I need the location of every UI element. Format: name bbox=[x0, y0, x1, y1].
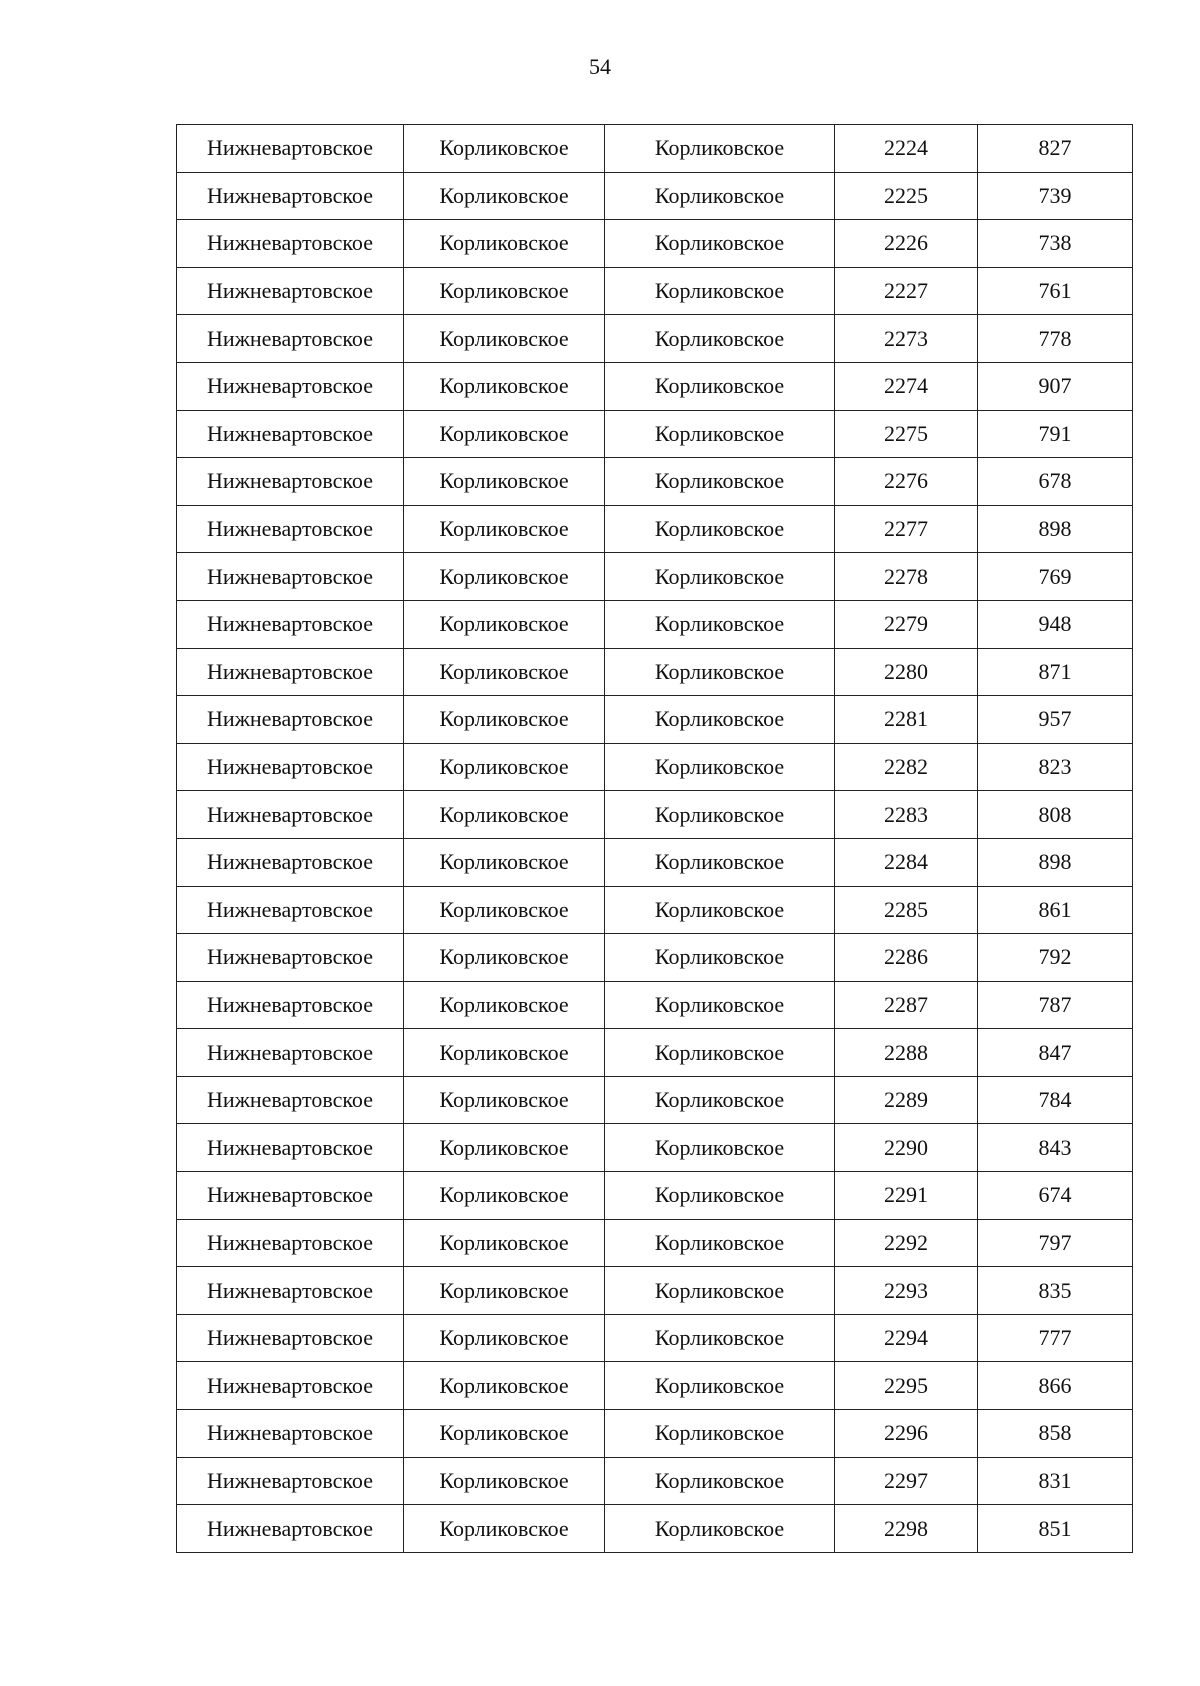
cell-value: 858 bbox=[978, 1410, 1133, 1458]
cell-well-number: 2276 bbox=[835, 458, 978, 506]
cell-value: 948 bbox=[978, 600, 1133, 648]
cell-value: 778 bbox=[978, 315, 1133, 363]
cell-license-area: Корликовское bbox=[605, 886, 835, 934]
table-row bbox=[177, 410, 1133, 458]
cell-field: Корликовское bbox=[404, 1219, 605, 1267]
cell-license-area: Корликовское bbox=[605, 791, 835, 839]
cell-well-number: 2278 bbox=[835, 553, 978, 601]
cell-district: Нижневартовское bbox=[177, 125, 404, 173]
cell-district: Нижневартовское bbox=[177, 1029, 404, 1077]
cell-value: 831 bbox=[978, 1457, 1133, 1505]
cell-field: Корликовское bbox=[404, 315, 605, 363]
cell-value: 907 bbox=[978, 362, 1133, 410]
cell-field: Корликовское bbox=[404, 1124, 605, 1172]
table-row bbox=[177, 743, 1133, 791]
cell-value: 866 bbox=[978, 1362, 1133, 1410]
cell-district: Нижневартовское bbox=[177, 1076, 404, 1124]
table-row bbox=[177, 934, 1133, 982]
cell-well-number: 2296 bbox=[835, 1410, 978, 1458]
table-row bbox=[177, 172, 1133, 220]
cell-well-number: 2285 bbox=[835, 886, 978, 934]
cell-well-number: 2287 bbox=[835, 981, 978, 1029]
cell-field: Корликовское bbox=[404, 1267, 605, 1315]
cell-field: Корликовское bbox=[404, 696, 605, 744]
cell-district: Нижневартовское bbox=[177, 743, 404, 791]
cell-license-area: Корликовское bbox=[605, 1267, 835, 1315]
cell-field: Корликовское bbox=[404, 1029, 605, 1077]
cell-district: Нижневартовское bbox=[177, 1505, 404, 1553]
cell-value: 861 bbox=[978, 886, 1133, 934]
cell-field: Корликовское bbox=[404, 458, 605, 506]
cell-well-number: 2281 bbox=[835, 696, 978, 744]
cell-license-area: Корликовское bbox=[605, 125, 835, 173]
cell-well-number: 2286 bbox=[835, 934, 978, 982]
cell-value: 957 bbox=[978, 696, 1133, 744]
cell-well-number: 2290 bbox=[835, 1124, 978, 1172]
cell-value: 808 bbox=[978, 791, 1133, 839]
cell-field: Корликовское bbox=[404, 267, 605, 315]
table-row bbox=[177, 267, 1133, 315]
cell-value: 787 bbox=[978, 981, 1133, 1029]
cell-value: 784 bbox=[978, 1076, 1133, 1124]
cell-license-area: Корликовское bbox=[605, 553, 835, 601]
cell-well-number: 2273 bbox=[835, 315, 978, 363]
cell-field: Корликовское bbox=[404, 362, 605, 410]
cell-license-area: Корликовское bbox=[605, 1362, 835, 1410]
table-row bbox=[177, 362, 1133, 410]
cell-well-number: 2275 bbox=[835, 410, 978, 458]
cell-value: 898 bbox=[978, 838, 1133, 886]
cell-license-area: Корликовское bbox=[605, 267, 835, 315]
cell-field: Корликовское bbox=[404, 410, 605, 458]
cell-license-area: Корликовское bbox=[605, 648, 835, 696]
cell-well-number: 2293 bbox=[835, 1267, 978, 1315]
cell-district: Нижневартовское bbox=[177, 791, 404, 839]
table-row bbox=[177, 886, 1133, 934]
cell-district: Нижневартовское bbox=[177, 838, 404, 886]
cell-license-area: Корликовское bbox=[605, 1314, 835, 1362]
cell-field: Корликовское bbox=[404, 838, 605, 886]
table-body bbox=[177, 125, 1133, 1553]
page-number: 54 bbox=[589, 54, 611, 79]
table-row bbox=[177, 981, 1133, 1029]
cell-district: Нижневартовское bbox=[177, 1219, 404, 1267]
cell-license-area: Корликовское bbox=[605, 362, 835, 410]
data-table bbox=[176, 124, 1133, 1553]
cell-license-area: Корликовское bbox=[605, 743, 835, 791]
cell-district: Нижневартовское bbox=[177, 267, 404, 315]
table-row bbox=[177, 1362, 1133, 1410]
cell-field: Корликовское bbox=[404, 505, 605, 553]
cell-district: Нижневартовское bbox=[177, 220, 404, 268]
cell-license-area: Корликовское bbox=[605, 505, 835, 553]
cell-district: Нижневартовское bbox=[177, 886, 404, 934]
cell-field: Корликовское bbox=[404, 1172, 605, 1220]
table-row bbox=[177, 1124, 1133, 1172]
table-row bbox=[177, 458, 1133, 506]
cell-license-area: Корликовское bbox=[605, 172, 835, 220]
cell-district: Нижневартовское bbox=[177, 696, 404, 744]
table-row bbox=[177, 1505, 1133, 1553]
cell-district: Нижневартовское bbox=[177, 1314, 404, 1362]
cell-field: Корликовское bbox=[404, 1362, 605, 1410]
table-row bbox=[177, 1029, 1133, 1077]
cell-license-area: Корликовское bbox=[605, 1457, 835, 1505]
table-row bbox=[177, 1076, 1133, 1124]
cell-field: Корликовское bbox=[404, 743, 605, 791]
cell-value: 827 bbox=[978, 125, 1133, 173]
cell-field: Корликовское bbox=[404, 886, 605, 934]
cell-district: Нижневартовское bbox=[177, 553, 404, 601]
table-row bbox=[177, 696, 1133, 744]
table-row bbox=[177, 1457, 1133, 1505]
table-row bbox=[177, 1172, 1133, 1220]
cell-value: 678 bbox=[978, 458, 1133, 506]
cell-field: Корликовское bbox=[404, 1314, 605, 1362]
cell-district: Нижневартовское bbox=[177, 1457, 404, 1505]
cell-well-number: 2288 bbox=[835, 1029, 978, 1077]
cell-value: 761 bbox=[978, 267, 1133, 315]
cell-value: 769 bbox=[978, 553, 1133, 601]
cell-district: Нижневартовское bbox=[177, 1172, 404, 1220]
cell-license-area: Корликовское bbox=[605, 1505, 835, 1553]
table-row bbox=[177, 838, 1133, 886]
cell-district: Нижневартовское bbox=[177, 1124, 404, 1172]
cell-value: 898 bbox=[978, 505, 1133, 553]
cell-field: Корликовское bbox=[404, 125, 605, 173]
cell-license-area: Корликовское bbox=[605, 1219, 835, 1267]
table-row bbox=[177, 125, 1133, 173]
cell-district: Нижневартовское bbox=[177, 600, 404, 648]
cell-license-area: Корликовское bbox=[605, 981, 835, 1029]
cell-well-number: 2295 bbox=[835, 1362, 978, 1410]
cell-value: 674 bbox=[978, 1172, 1133, 1220]
cell-well-number: 2283 bbox=[835, 791, 978, 839]
cell-well-number: 2282 bbox=[835, 743, 978, 791]
cell-well-number: 2279 bbox=[835, 600, 978, 648]
cell-value: 777 bbox=[978, 1314, 1133, 1362]
cell-well-number: 2227 bbox=[835, 267, 978, 315]
table-row bbox=[177, 1314, 1133, 1362]
cell-district: Нижневартовское bbox=[177, 172, 404, 220]
cell-license-area: Корликовское bbox=[605, 838, 835, 886]
table-row bbox=[177, 1219, 1133, 1267]
table-row bbox=[177, 1267, 1133, 1315]
cell-well-number: 2292 bbox=[835, 1219, 978, 1267]
cell-well-number: 2291 bbox=[835, 1172, 978, 1220]
cell-field: Корликовское bbox=[404, 934, 605, 982]
cell-well-number: 2289 bbox=[835, 1076, 978, 1124]
cell-value: 851 bbox=[978, 1505, 1133, 1553]
cell-well-number: 2298 bbox=[835, 1505, 978, 1553]
cell-district: Нижневартовское bbox=[177, 1410, 404, 1458]
cell-field: Корликовское bbox=[404, 648, 605, 696]
cell-license-area: Корликовское bbox=[605, 220, 835, 268]
cell-license-area: Корликовское bbox=[605, 410, 835, 458]
cell-license-area: Корликовское bbox=[605, 315, 835, 363]
cell-well-number: 2225 bbox=[835, 172, 978, 220]
cell-license-area: Корликовское bbox=[605, 696, 835, 744]
table-row bbox=[177, 220, 1133, 268]
cell-license-area: Корликовское bbox=[605, 458, 835, 506]
cell-district: Нижневартовское bbox=[177, 934, 404, 982]
cell-well-number: 2224 bbox=[835, 125, 978, 173]
cell-license-area: Корликовское bbox=[605, 1172, 835, 1220]
cell-value: 739 bbox=[978, 172, 1133, 220]
cell-district: Нижневартовское bbox=[177, 505, 404, 553]
cell-district: Нижневартовское bbox=[177, 1267, 404, 1315]
cell-district: Нижневартовское bbox=[177, 362, 404, 410]
cell-well-number: 2280 bbox=[835, 648, 978, 696]
cell-field: Корликовское bbox=[404, 791, 605, 839]
cell-district: Нижневартовское bbox=[177, 648, 404, 696]
cell-field: Корликовское bbox=[404, 600, 605, 648]
cell-well-number: 2294 bbox=[835, 1314, 978, 1362]
cell-district: Нижневартовское bbox=[177, 410, 404, 458]
table-row bbox=[177, 1410, 1133, 1458]
cell-well-number: 2277 bbox=[835, 505, 978, 553]
cell-value: 847 bbox=[978, 1029, 1133, 1077]
cell-license-area: Корликовское bbox=[605, 934, 835, 982]
cell-value: 835 bbox=[978, 1267, 1133, 1315]
cell-license-area: Корликовское bbox=[605, 1029, 835, 1077]
table-row bbox=[177, 648, 1133, 696]
table-row bbox=[177, 505, 1133, 553]
cell-district: Нижневартовское bbox=[177, 458, 404, 506]
cell-value: 843 bbox=[978, 1124, 1133, 1172]
cell-field: Корликовское bbox=[404, 1505, 605, 1553]
cell-field: Корликовское bbox=[404, 981, 605, 1029]
cell-license-area: Корликовское bbox=[605, 1076, 835, 1124]
cell-well-number: 2226 bbox=[835, 220, 978, 268]
table-row bbox=[177, 791, 1133, 839]
cell-license-area: Корликовское bbox=[605, 1124, 835, 1172]
cell-district: Нижневартовское bbox=[177, 1362, 404, 1410]
cell-value: 871 bbox=[978, 648, 1133, 696]
cell-license-area: Корликовское bbox=[605, 1410, 835, 1458]
table-row bbox=[177, 553, 1133, 601]
cell-well-number: 2297 bbox=[835, 1457, 978, 1505]
cell-value: 791 bbox=[978, 410, 1133, 458]
cell-license-area: Корликовское bbox=[605, 600, 835, 648]
cell-district: Нижневартовское bbox=[177, 981, 404, 1029]
cell-field: Корликовское bbox=[404, 553, 605, 601]
cell-value: 792 bbox=[978, 934, 1133, 982]
cell-well-number: 2284 bbox=[835, 838, 978, 886]
cell-field: Корликовское bbox=[404, 1076, 605, 1124]
cell-field: Корликовское bbox=[404, 172, 605, 220]
cell-value: 797 bbox=[978, 1219, 1133, 1267]
cell-field: Корликовское bbox=[404, 1410, 605, 1458]
cell-value: 738 bbox=[978, 220, 1133, 268]
table-row bbox=[177, 600, 1133, 648]
cell-field: Корликовское bbox=[404, 220, 605, 268]
table-row bbox=[177, 315, 1133, 363]
cell-value: 823 bbox=[978, 743, 1133, 791]
cell-well-number: 2274 bbox=[835, 362, 978, 410]
cell-district: Нижневартовское bbox=[177, 315, 404, 363]
cell-field: Корликовское bbox=[404, 1457, 605, 1505]
